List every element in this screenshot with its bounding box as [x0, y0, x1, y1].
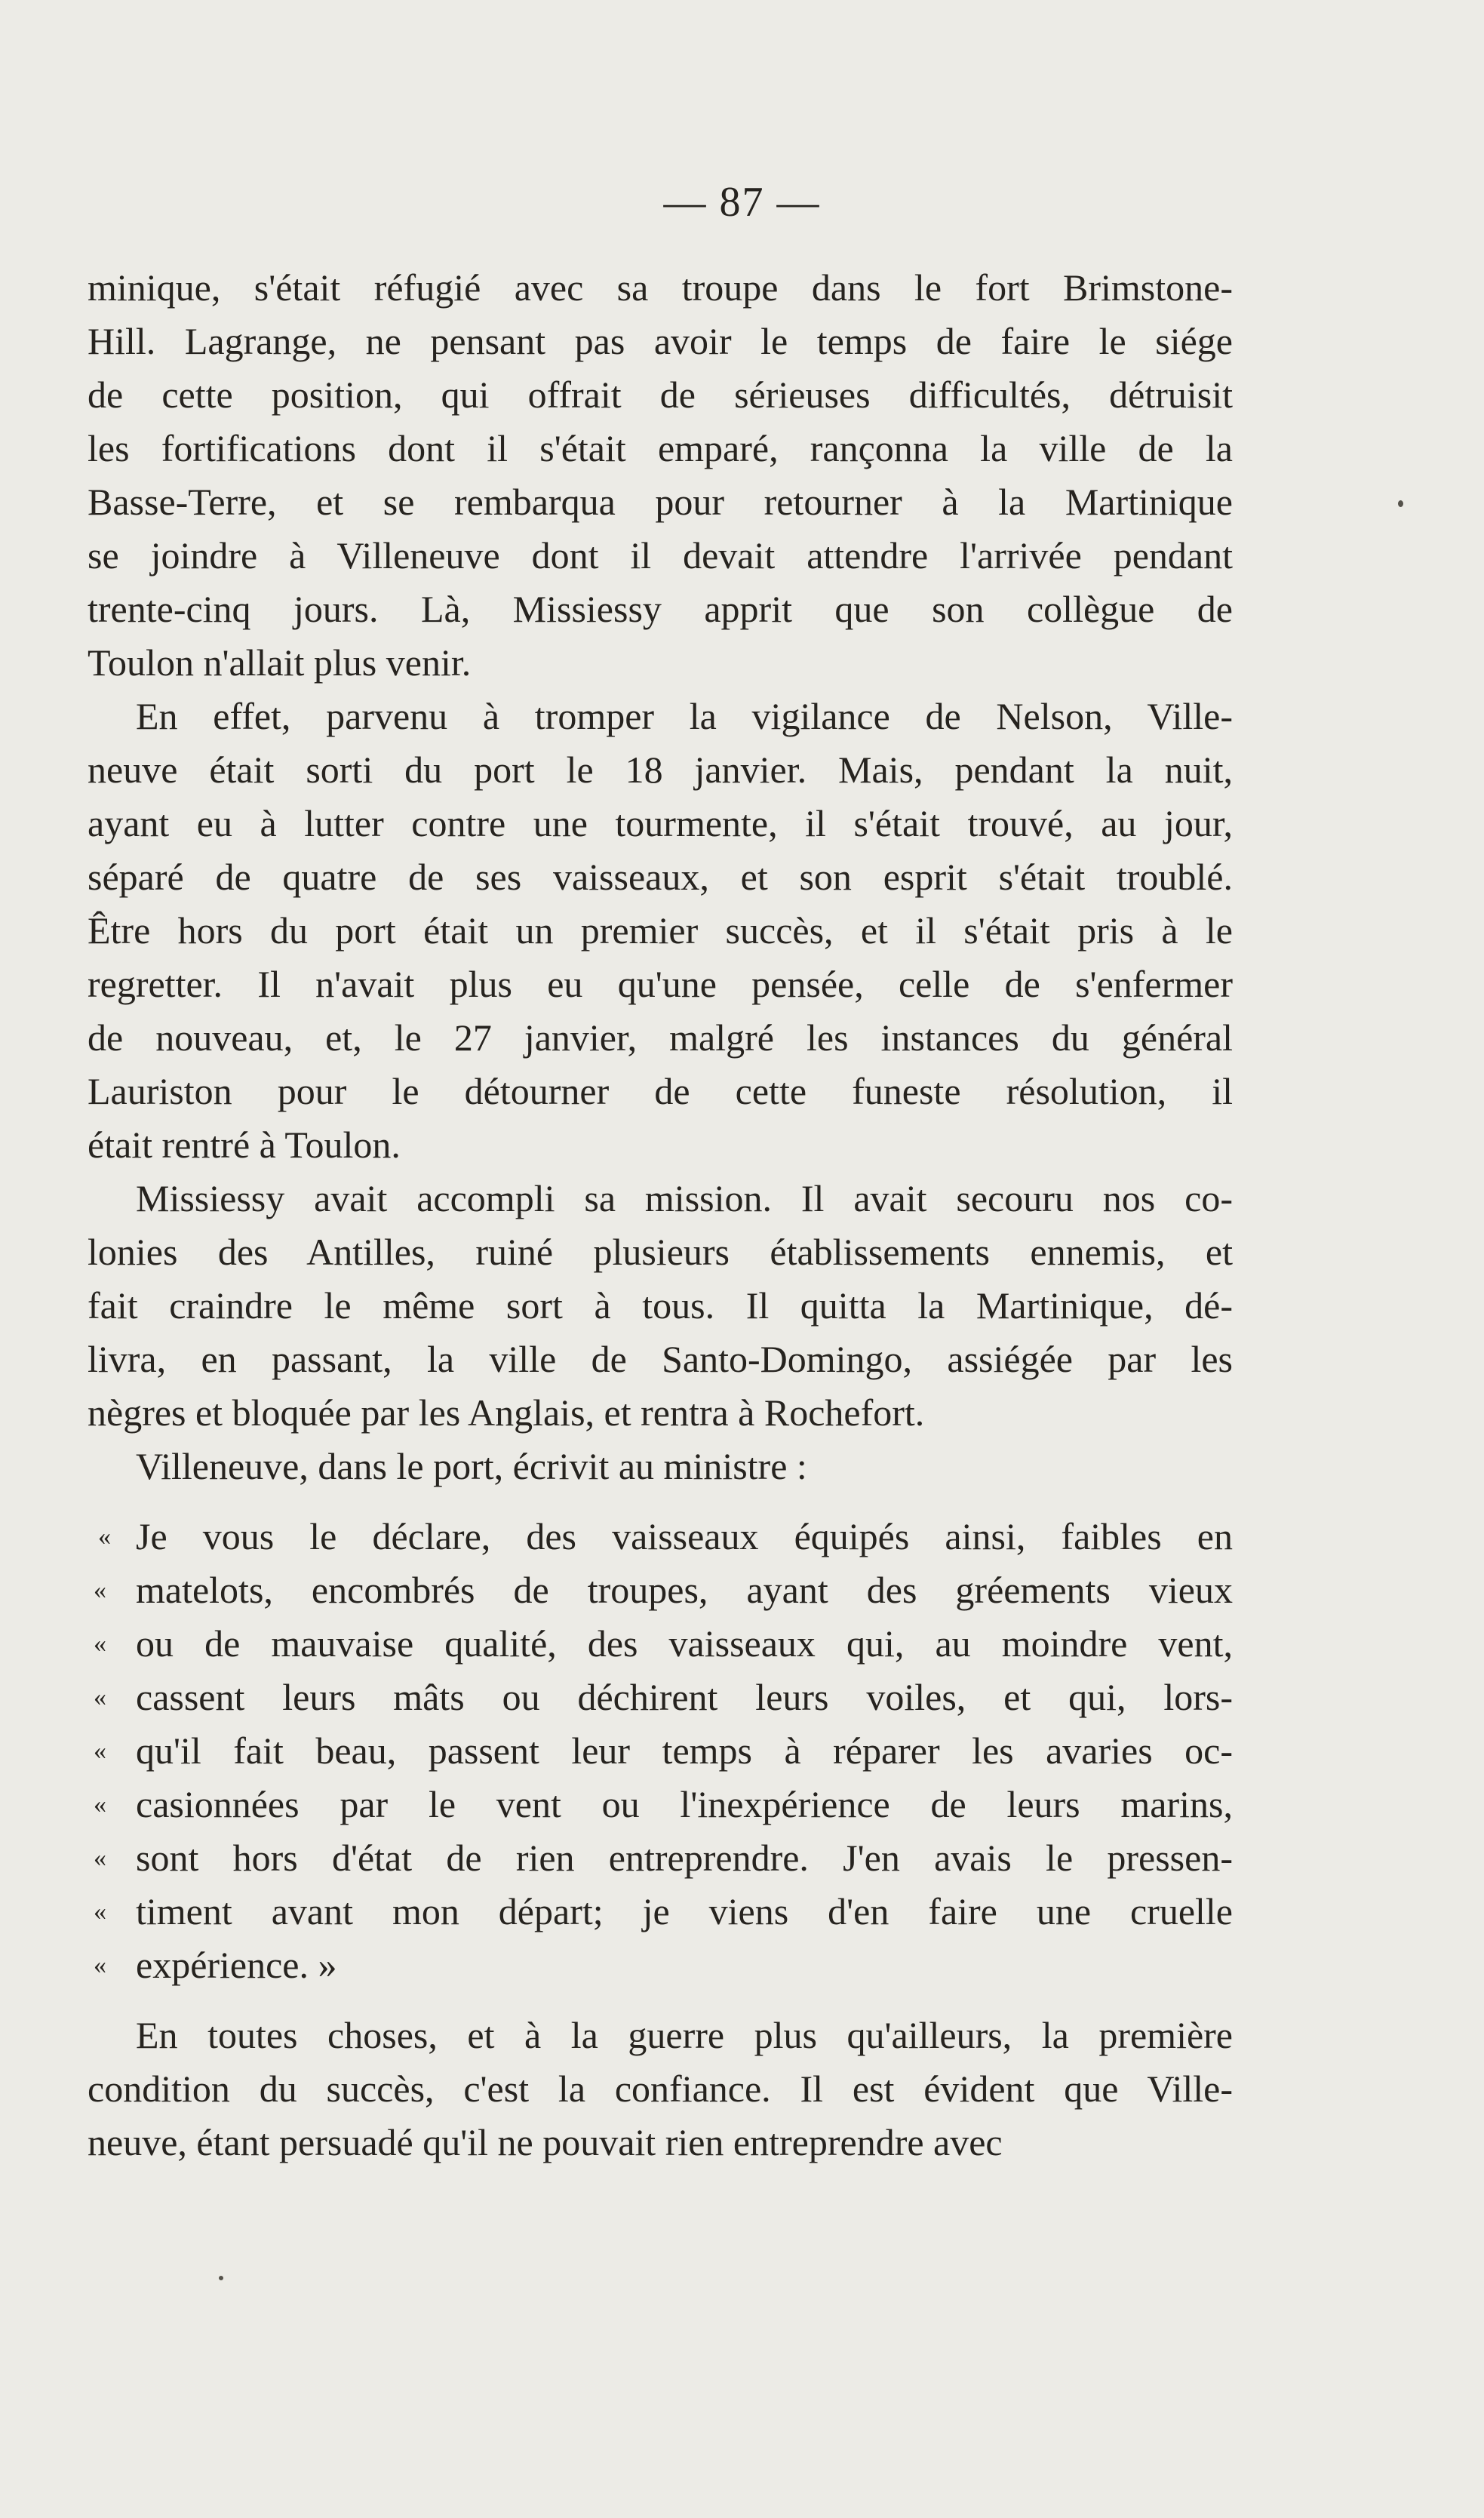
closing-paragraph-line: condition du succès, c'est la confiance. Il est évident que Ville- — [88, 2068, 1233, 2110]
quote-text: qu'il fait beau, passent leur temps à réparer les avaries oc- — [136, 1729, 1233, 1772]
guillemet-mark: « — [94, 1683, 106, 1711]
quote-line — [88, 1563, 1233, 1617]
quote-line — [88, 1671, 1233, 1724]
paragraph-line: de nouveau, et, le 27 janvier, malgré les instances du général — [88, 1016, 1233, 1059]
guillemet-mark: « — [98, 1523, 111, 1551]
paragraph-line: trente-cinq jours. Là, Missiessy apprit que son collègue de — [88, 588, 1233, 630]
paragraph-line: lonies des Antilles, ruiné plusieurs établissements ennemis, et — [88, 1231, 1233, 1273]
quote-line — [88, 1724, 1233, 1778]
quote-text: expérience. » — [136, 1944, 337, 1986]
paragraph-line: Lauriston pour le détourner de cette funeste résolution, il — [88, 1070, 1233, 1112]
paragraph-line: séparé de quatre de ses vaisseaux, et son esprit s'était troublé. — [88, 856, 1233, 898]
guillemet-mark: « — [94, 1951, 106, 1979]
paragraph-line: les fortifications dont il s'était emparé, rançonna la ville de la — [88, 427, 1233, 469]
paragraph-line: Être hors du port était un premier succès, et il s'était pris à le — [88, 909, 1233, 952]
spacer — [88, 1493, 1233, 1510]
paragraph-line: regretter. Il n'avait plus eu qu'une pensée, celle de s'enfermer — [88, 963, 1233, 1005]
quote-line — [88, 1885, 1233, 1938]
page-number: — 87 — — [663, 179, 821, 226]
guillemet-mark: « — [94, 1791, 106, 1819]
quote-text: sont hors d'état de rien entreprendre. J'en avais le pressen- — [136, 1837, 1233, 1879]
quote-text: timent avant mon départ; je viens d'en faire une cruelle — [136, 1890, 1233, 1932]
paper-speck — [1398, 500, 1403, 507]
quote-text: Je vous le déclare, des vaisseaux équipés ainsi, faibles en — [136, 1515, 1233, 1557]
paragraph-line: neuve était sorti du port le 18 janvier. Mais, pendant la nuit, — [88, 749, 1233, 791]
quote-text: cassent leurs mâts ou déchirent leurs voiles, et qui, lors- — [136, 1676, 1233, 1718]
guillemet-mark: « — [94, 1576, 106, 1604]
paragraph-line: de cette position, qui offrait de sérieuses difficultés, détruisit — [88, 374, 1233, 416]
paragraph-line: ayant eu à lutter contre une tourmente, il s'était trouvé, au jour, — [88, 802, 1233, 844]
paragraph-line: se joindre à Villeneuve dont il devait attendre l'arrivée pendant — [88, 534, 1233, 576]
paragraph-line: Villeneuve, dans le port, écrivit au ministre : — [136, 1445, 807, 1487]
guillemet-mark: « — [94, 1898, 106, 1926]
paragraph-line: minique, s'était réfugié avec sa troupe dans le fort Brimstone- — [88, 266, 1233, 309]
paragraph-line: livra, en passant, la ville de Santo-Domingo, assiégée par les — [88, 1338, 1233, 1380]
quote-line — [88, 1510, 1233, 1563]
closing-paragraph-line: neuve, étant persuadé qu'il ne pouvait rien entreprendre avec — [88, 2121, 1003, 2163]
paragraph-line: En effet, parvenu à tromper la vigilance de Nelson, Ville- — [136, 695, 1233, 737]
guillemet-mark: « — [94, 1630, 106, 1658]
paragraph-line: était rentré à Toulon. — [88, 1124, 401, 1166]
paragraph-line: Missiessy avait accompli sa mission. Il avait secouru nos co- — [136, 1177, 1233, 1219]
quote-text: ou de mauvaise qualité, des vaisseaux qui, au moindre vent, — [136, 1622, 1233, 1665]
paragraph-line: fait craindre le même sort à tous. Il quitta la Martinique, dé- — [88, 1284, 1233, 1327]
quote-line — [88, 1617, 1233, 1671]
quote-text: casionnées par le vent ou l'inexpérience de leurs marins, — [136, 1783, 1233, 1825]
paragraph-line: Basse-Terre, et se rembarqua pour retourner à la Martinique — [88, 481, 1233, 523]
closing-paragraph-line: En toutes choses, et à la guerre plus qu'ailleurs, la première — [136, 2014, 1233, 2056]
quote-text: matelots, encombrés de troupes, ayant des gréements vieux — [136, 1569, 1233, 1611]
paragraph-line: Hill. Lagrange, ne pensant pas avoir le temps de faire le siége — [88, 320, 1233, 362]
spacer — [88, 1992, 1233, 2009]
guillemet-mark: « — [94, 1737, 106, 1765]
body-text — [88, 261, 1233, 2169]
paper-speck — [219, 2276, 223, 2280]
quote-line — [88, 1831, 1233, 1885]
paragraph-line: nègres et bloquée par les Anglais, et rentra à Rochefort. — [88, 1391, 925, 1434]
paragraph-line: Toulon n'allait plus venir. — [88, 641, 472, 684]
quote-line — [88, 1938, 1233, 1992]
quote-line — [88, 1778, 1233, 1831]
guillemet-mark: « — [94, 1844, 106, 1872]
